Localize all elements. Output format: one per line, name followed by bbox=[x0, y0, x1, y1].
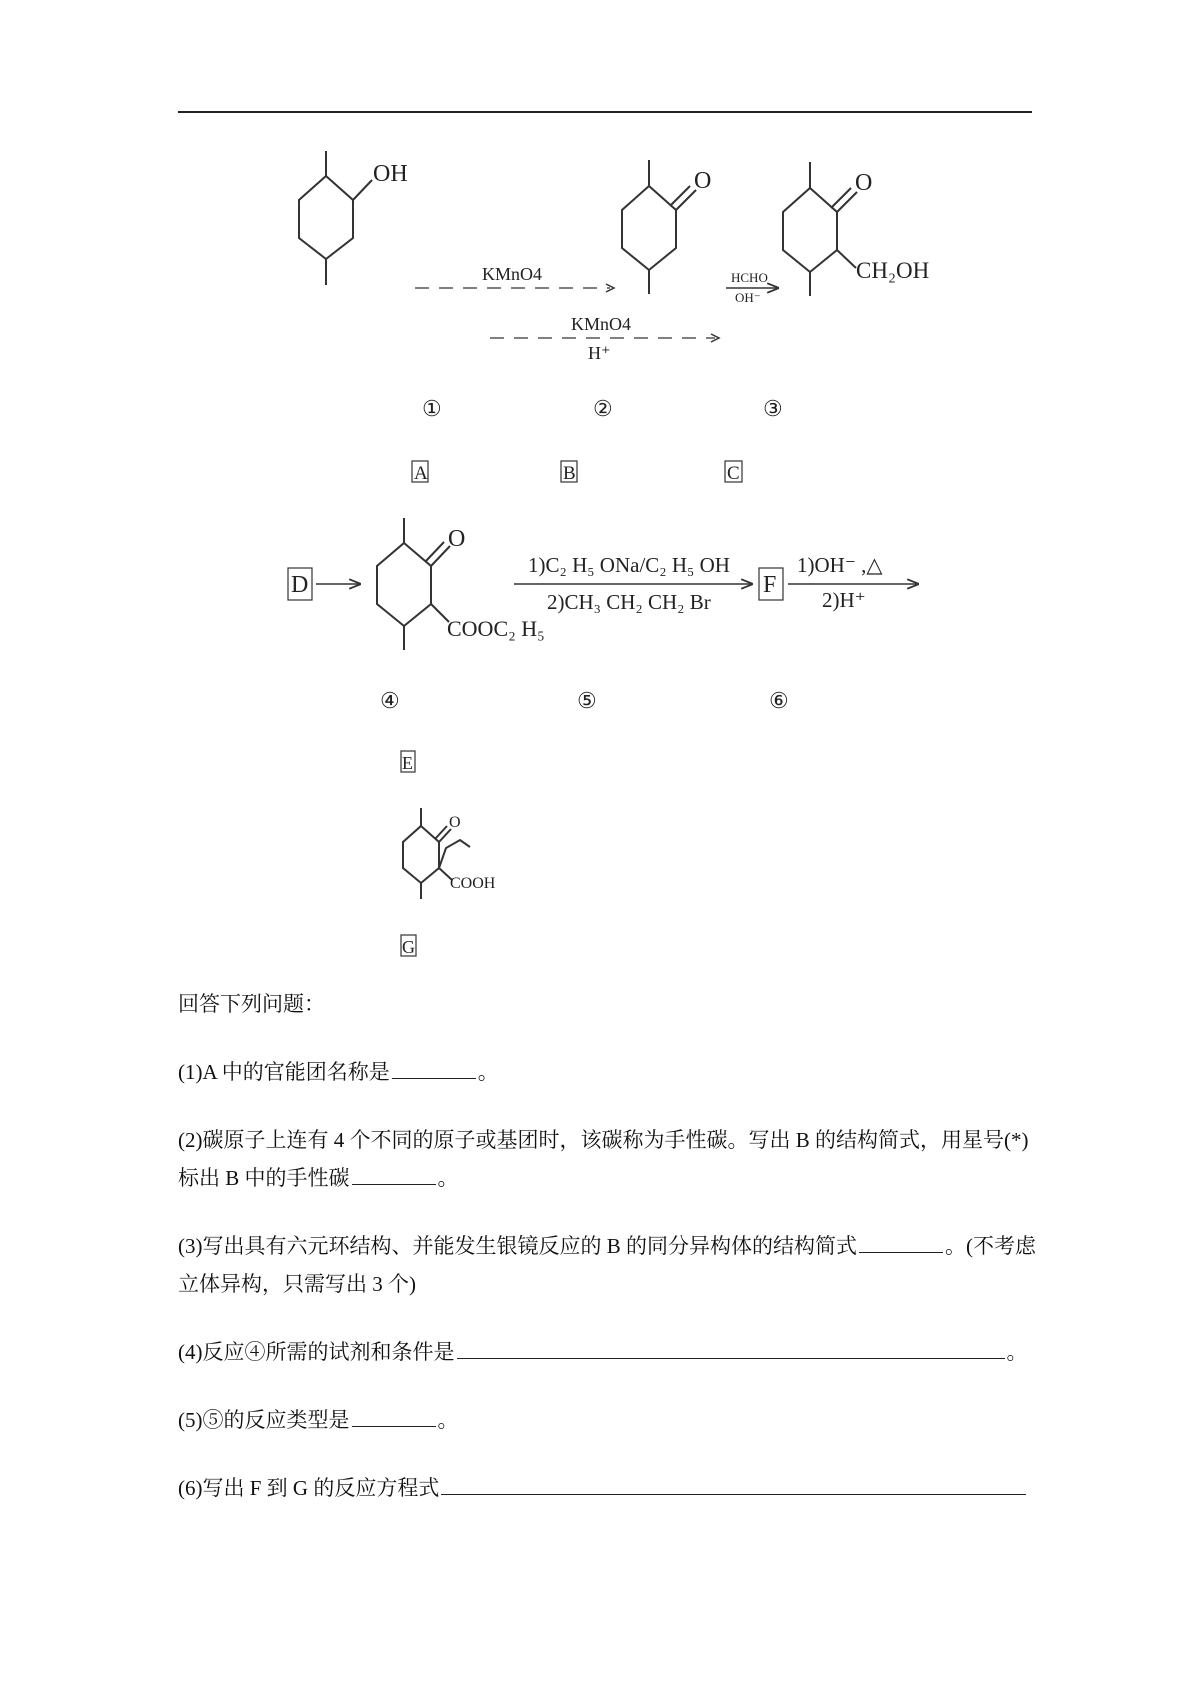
ester-group-label: COOC₂ H₅ bbox=[447, 616, 545, 641]
compound-label-g bbox=[401, 935, 416, 957]
carbonyl-o-b: O bbox=[694, 168, 712, 194]
question-4: (4)反应④所需的试剂和条件是 。 bbox=[178, 1340, 1028, 1364]
svg-text:B: B bbox=[563, 463, 576, 484]
step-label-2: ② bbox=[593, 396, 613, 421]
reagent-step5-line2: 2)CH₃ CH₂ CH₂ Br bbox=[547, 590, 711, 614]
compound-a-structure bbox=[299, 151, 408, 285]
svg-text:A: A bbox=[414, 463, 428, 484]
reagent-kmno4-top: KMnO4 bbox=[482, 264, 543, 284]
question-1: (1)A 中的官能团名称是 。 bbox=[178, 1060, 499, 1084]
svg-text:G: G bbox=[402, 937, 415, 957]
svg-text:F: F bbox=[763, 572, 777, 598]
answer-blank-5[interactable] bbox=[352, 1408, 436, 1427]
carboxyl-group-label: COOH bbox=[450, 875, 496, 892]
step-label-4: ④ bbox=[380, 688, 400, 713]
compound-label-e bbox=[401, 751, 415, 773]
reagent-h-plus: H⁺ bbox=[588, 343, 611, 363]
answer-blank-3[interactable] bbox=[859, 1234, 943, 1253]
question-3: (3)写出具有六元环结构、并能发生银镜反应的 B 的同分异构体的结构简式 。(不考虑立体异构，只需写出 3 个) bbox=[178, 1234, 1036, 1296]
answer-blank-2[interactable] bbox=[352, 1166, 436, 1185]
svg-text:D: D bbox=[291, 572, 309, 598]
answer-blank-1[interactable] bbox=[392, 1060, 476, 1079]
question-6: (6)写出 F 到 G 的反应方程式 bbox=[178, 1469, 1038, 1507]
compound-label-c bbox=[725, 461, 742, 484]
arrow-a-to-b bbox=[415, 264, 614, 292]
question-2: (2)碳原子上连有 4 个不同的原子或基团时，该碳称为手性碳。写出 B 的结构简式，用星号(*)标出 B 中的手性碳 。 bbox=[178, 1128, 1029, 1190]
reagent-step5-line1: 1)C₂ H₅ ONa/C₂ H₅ OH bbox=[528, 553, 730, 577]
question-section bbox=[178, 985, 1038, 1537]
compound-label-f bbox=[759, 568, 783, 600]
svg-text:E: E bbox=[402, 753, 413, 773]
arrow-e-to-f bbox=[514, 553, 752, 614]
step-label-6: ⑥ bbox=[769, 688, 789, 713]
carbonyl-o-c: O bbox=[855, 170, 873, 196]
reagent-hcho: HCHO bbox=[731, 270, 768, 285]
compound-label-d bbox=[288, 568, 312, 600]
carbonyl-o-g: O bbox=[449, 814, 461, 831]
reagent-step6-line1: 1)OH⁻ ,△ bbox=[797, 553, 883, 577]
step-label-5: ⑤ bbox=[577, 688, 597, 713]
questions-intro: 回答下列问题： bbox=[178, 992, 325, 1016]
reagent-step6-line2: 2)H⁺ bbox=[822, 588, 866, 612]
carbonyl-o-e: O bbox=[448, 526, 466, 552]
hydroxyl-group-label: OH bbox=[373, 161, 408, 187]
compound-label-b bbox=[561, 461, 577, 484]
answer-blank-6[interactable] bbox=[441, 1476, 1026, 1495]
answer-blank-4[interactable] bbox=[457, 1340, 1005, 1359]
step-label-1: ① bbox=[422, 396, 442, 421]
compound-b-structure bbox=[622, 160, 711, 294]
hydroxymethyl-group-label: CH₂OH bbox=[856, 258, 930, 283]
arrow-kmno4-h bbox=[490, 314, 719, 363]
reagent-kmno4-bottom: KMnO4 bbox=[571, 314, 632, 334]
compound-label-a bbox=[412, 461, 428, 484]
step-label-3: ③ bbox=[763, 396, 783, 421]
compound-g-structure bbox=[403, 808, 496, 899]
svg-text:C: C bbox=[727, 463, 740, 484]
arrow-f-to-g bbox=[788, 553, 918, 612]
question-5: (5)⑤的反应类型是 。 bbox=[178, 1408, 459, 1432]
reagent-oh-minus: OH⁻ bbox=[735, 290, 761, 305]
arrow-b-to-c bbox=[726, 270, 778, 305]
compound-c-structure bbox=[783, 162, 929, 296]
